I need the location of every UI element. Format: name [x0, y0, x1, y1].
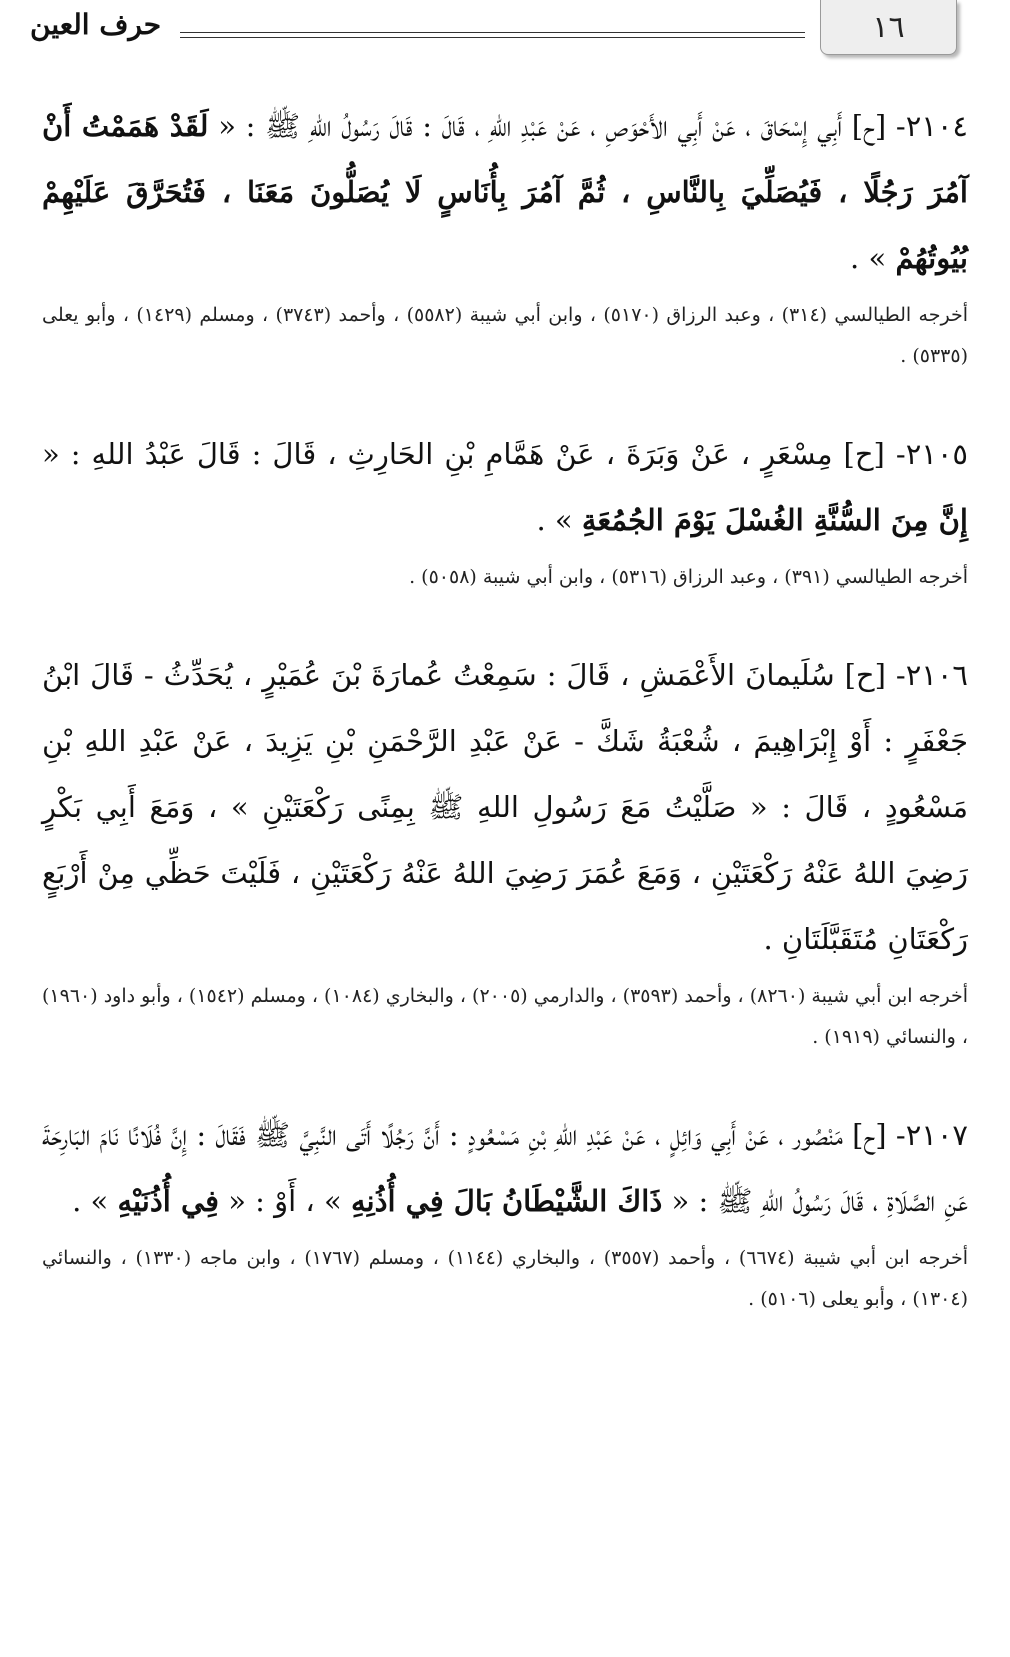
- hadith-quote: ذَاكَ الشَّيْطَانُ بَالَ فِي أُذُنِهِ: [350, 1184, 663, 1218]
- hadith-chain: ٢١٠٥- [ح] مِسْعَرٍ ، عَنْ وَبَرَةَ ، عَنْ هَمَّامِ بْنِ الحَارِثِ ، قَالَ : قَالَ عَبْدُ اللهِ : «: [42, 437, 968, 471]
- hadith-close: » .: [850, 241, 896, 275]
- hadith-entry-2106: [42, 642, 968, 1058]
- source-citation: أخرجه ابن أبي شيبة (٨٢٦٠) ، وأحمد (٣٥٩٣) ، والدارمي (٢٠٠٥) ، والبخاري (١٠٨٤) ، ومسلم (١٥٤٢) ، وأبو داود (١٩٦٠) ، والنسائي (١٩١٩) .: [42, 985, 968, 1048]
- hadith-chain: ٢١٠٧- [ح] مَنْصُور ، عَنْ أَبِي وَائِلٍ ، عَنْ عَبْدِ اللهِ بْنِ مَسْعُودٍ : أَنَّ رَجُلًا أَتَى النَّبِيَّ ﷺ فَقَالَ : إِنَّ فُلَانًا نَامَ البَارِحَةَ عَنِ الصَّلَاةِ ، قَالَ رَسُولُ اللهِ ﷺ : «: [42, 1118, 968, 1218]
- hadith-quote-alt: فِي أُذُنَيْهِ: [117, 1184, 219, 1218]
- page-header: [0, 0, 1010, 60]
- hadith-quote: إِنَّ مِنَ السُّنَّةِ الغُسْلَ يَوْمَ الجُمُعَةِ: [581, 503, 968, 537]
- hadith-text: [42, 642, 968, 972]
- page-number: ١٦: [820, 0, 957, 55]
- hadith-close: » .: [536, 503, 582, 537]
- hadith-text: [42, 421, 968, 553]
- hadith-close: » .: [72, 1184, 118, 1218]
- header-rule: [180, 32, 805, 33]
- hadith-entry-2105: [42, 421, 968, 598]
- hadith-entry-2107: [42, 1102, 968, 1320]
- source-citation: أخرجه الطيالسي (٣٩١) ، وعبد الرزاق (٥٣١٦) ، وابن أبي شيبة (٥٠٥٨) .: [409, 566, 968, 588]
- hadith-entry-2104: [42, 93, 968, 377]
- hadith-text: [42, 93, 968, 291]
- source-citation: أخرجه ابن أبي شيبة (٦٦٧٤) ، وأحمد (٣٥٥٧) ، والبخاري (١١٤٤) ، ومسلم (١٧٦٧) ، وابن ماجه (١٣٣٠) ، والنسائي (١٣٠٤) ، وأبو يعلى (٥١٠٦) .: [42, 1247, 968, 1310]
- source-citation: أخرجه الطيالسي (٣١٤) ، وعبد الرزاق (٥١٧٠) ، وابن أبي شيبة (٥٥٨٢) ، وأحمد (٣٧٤٣) ، ومسلم (١٤٢٩) ، وأبو يعلى (٥٣٣٥) .: [42, 304, 968, 367]
- hadith-chain: ٢١٠٦- [ح] سُلَيمانَ الأَعْمَشِ ، قَالَ : سَمِعْتُ عُمارَةَ بْنَ عُمَيْرٍ ، يُحَدِّثُ - قَالَ ابْنُ جَعْفَرٍ : أَوْ إِبْرَاهِيمَ ، شُعْبَةُ شَكَّ - عَنْ عَبْدِ الرَّحْمَنِ بْنِ يَزِيدَ ، عَنْ عَبْدِ اللهِ بْنِ مَسْعُودٍ ، قَالَ : « صَلَّيْتُ مَعَ رَسُولِ اللهِ ﷺ بِمِنًى رَكْعَتَيْنِ » ، وَمَعَ أَبِي بَكْرٍ رَضِيَ اللهُ عَنْهُ رَكْعَتَيْنِ ، وَمَعَ عُمَرَ رَضِيَ اللهُ عَنْهُ رَكْعَتَيْنِ ، فَلَيْتَ حَظِّي مِنْ أَرْبَعٍ رَكْعَتَانِ مُتَقَبَّلَتَانِ .: [42, 658, 968, 956]
- chapter-title: حرف العين: [30, 8, 162, 41]
- hadith-connector: » ، أَوْ : «: [218, 1184, 351, 1218]
- page-body: [42, 93, 968, 1364]
- hadith-chain: ٢١٠٤- [ح] أَبِي إِسْحَاقَ ، عَنْ أَبِي الأَحْوَصِ ، عَنْ عَبْدِ اللهِ ، قَالَ : قَالَ رَسُولُ اللهِ ﷺ : «: [208, 109, 968, 143]
- hadith-quote: لَقَدْ هَمَمْتُ أَنْ آمُرَ رَجُلًا ، فَيُصَلِّيَ بِالنَّاسِ ، ثُمَّ آمُرَ بِأُنَاسٍ لَا يُصَلُّونَ مَعَنَا ، فَتُحَرَّقَ عَلَيْهِمْ بُيُوتُهُمْ: [42, 109, 968, 275]
- header-rule: [180, 37, 805, 38]
- hadith-text: [42, 1102, 968, 1234]
